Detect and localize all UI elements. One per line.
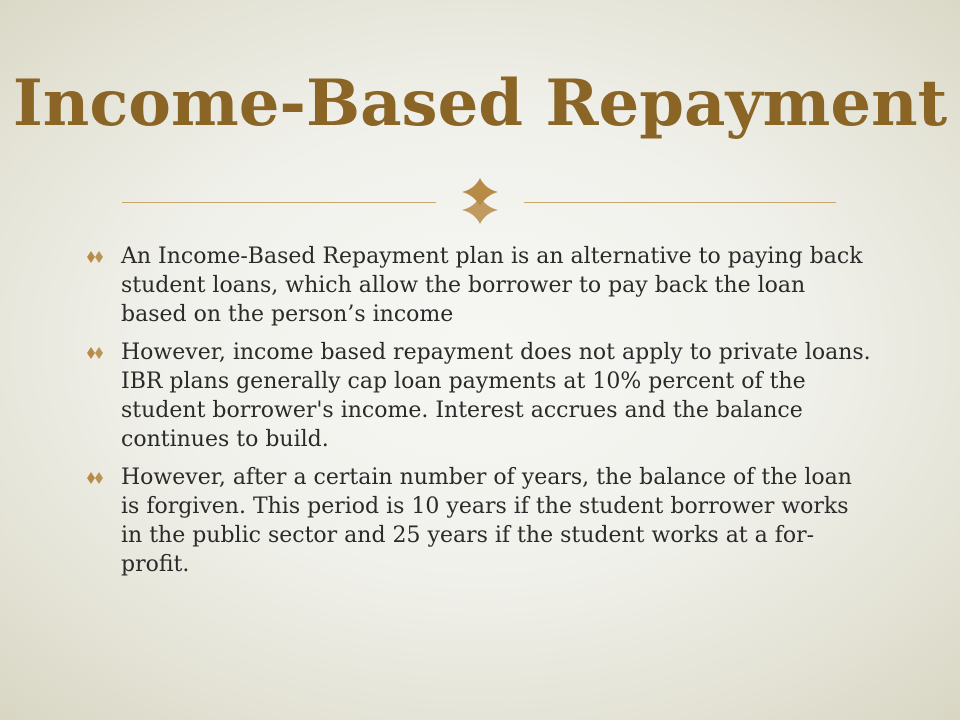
diamond-bullet-icon xyxy=(86,345,106,361)
bullet-item xyxy=(86,338,876,454)
flourish-ornament-icon xyxy=(450,172,510,228)
bullet-text: However, after a certain number of years, the balance of the loan is forgiven. This period is 10 years if the student borrower works in the public sector and 25 years if the student works at a for-profit. xyxy=(121,465,852,577)
diamond-bullet-icon xyxy=(86,470,106,486)
bullet-text: However, income based repayment does not apply to private loans. IBR plans generally cap loan payments at 10% percent of the student borrower's income. Interest accrues and the balance continues to build. xyxy=(121,340,871,452)
bullet-list xyxy=(86,242,876,588)
title-divider-left xyxy=(122,202,436,203)
bullet-item xyxy=(86,242,876,329)
diamond-bullet-icon xyxy=(86,249,106,265)
title-divider-right xyxy=(524,202,836,203)
bullet-text: An Income-Based Repayment plan is an alternative to paying back student loans, which allow the borrower to pay back the loan based on the person’s income xyxy=(121,244,863,327)
slide-title: Income-Based Repayment xyxy=(12,66,948,141)
bullet-item xyxy=(86,463,876,579)
